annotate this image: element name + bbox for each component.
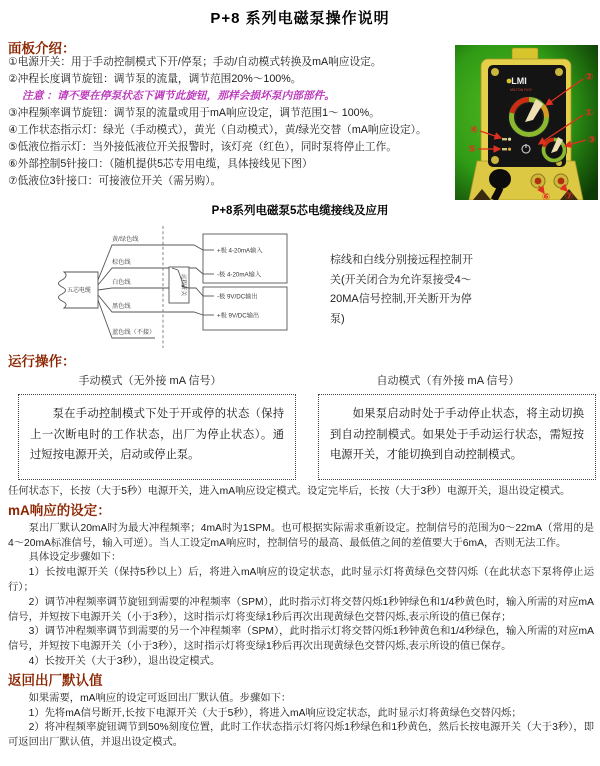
ma-setting-step-3: 3）调节冲程频率调节到需要的另一个冲程频率（SPM），此时指示灯将交替闪烁1秒钟黄色和1/4秒绿色，输入所需的对应mA信号，并短按下电源开关（小于3秒），这时指示灯将变绿1秒后再次出现黄绿色交替闪烁,表示所设的值已保存。 xyxy=(8,626,594,653)
callout-1: ① xyxy=(584,108,594,119)
auto-mode-description: 如果泵启动时处于手动停止状态，将主动切换到自动控制模式。如果处于手动运行状态，需短按电源开关，才能切换到自动控制模式。 xyxy=(318,394,596,480)
factory-reset-heading: 返回出厂默认值 xyxy=(8,672,103,688)
factory-reset-step-1: 1）先将mA信号断开,长按下电源开关（大于5秒），将进入mA响应设定状态，此时显示灯将黄绿色交替闪烁； xyxy=(28,707,522,719)
ma-setting-step-4: 4）长按开关（大于3秒），退出设定模式。 xyxy=(28,655,221,667)
wire-label-brown: 棕色线 xyxy=(112,259,131,266)
panel-item-2: ②冲程长度调节旋钮：调节泵的流量，调节范围20%～100%。 xyxy=(8,73,302,85)
panel-intro-heading: 面板介绍： xyxy=(8,41,76,56)
stroke-length-knob[interactable] xyxy=(508,96,550,138)
wiring-side-note: 棕线和白线分别接远程控制开关(开关闭合为允许泵接受4～20MA信号控制,开关断开为停泵) xyxy=(330,254,473,325)
operation-heading: 运行操作： xyxy=(8,354,76,369)
callout-2: ② xyxy=(584,72,594,83)
settings-section xyxy=(8,485,594,751)
ma-setting-heading: mA响应的设定： xyxy=(8,502,111,518)
ma-setting-steps-intro: 具体设定步骤如下： xyxy=(28,552,122,564)
manual-mode-description: 泵在手动控制模式下处于开或停的状态（保持上一次断电时的工作状态，出厂为停止状态）。通过短按电源开关，启动或停止泵。 xyxy=(18,394,296,480)
terminal-label-1: +极 4-20mA输入 xyxy=(217,247,263,255)
wiring-diagram xyxy=(22,220,320,352)
panel-item-3: ③冲程频率调节旋钮：调节泵的流量或用于mA响应设定，调节范围1～ 100%。 xyxy=(8,107,380,119)
wire-label-white: 白色线 xyxy=(112,279,131,286)
ma-setting-step-1: 1）长按电源开关（保持5秒以上）后，将进入mA响应的设定状态，此时显示灯将黄绿色交替闪烁（在此状态下泵将停止运行）； xyxy=(8,567,594,593)
panel-item-6: ⑥外部控制5针接口：（随机提供5芯专用电缆，具体接线见下图） xyxy=(8,158,313,170)
ma-setting-body: 泵出厂默认20mA时为最大冲程频率；4mA时为1SPM。也可根据实际需求重新设定。控制信号的范围为0～22mA（常用的是4～20mA标准信号，输入可逆）。当人工设定mA响应时，控制信号的最高、最低值之间的差值要大于6mA，否则无法工作。 xyxy=(8,522,594,549)
manual-mode-title: 手动模式（无外接 mA 信号） xyxy=(78,375,222,387)
brand-subtext: MILTON ROY xyxy=(509,88,533,92)
wiring-diagram-title: P+8系列电磁泵5芯电缆接线及应用 xyxy=(211,205,389,217)
wire-label-black: 黑色线 xyxy=(112,303,131,310)
page-title: P+8 系列电磁泵操作说明 xyxy=(210,10,390,27)
panel-item-7: ⑦低液位3针接口：可接液位开关（需另购）。 xyxy=(8,175,222,187)
terminal-label-3: -极 9V/DC输出 xyxy=(217,293,258,301)
stroke-frequency-knob[interactable] xyxy=(541,137,567,163)
brand-text: LMI xyxy=(511,76,527,86)
callout-7: ⑦ xyxy=(564,191,574,200)
callout-3: ③ xyxy=(587,135,597,146)
callout-6: ⑥ xyxy=(541,192,551,200)
wire-label-yellow-green: 黄/绿色线 xyxy=(112,236,139,243)
callout-4: ④ xyxy=(469,125,479,136)
panel-warning-note: 注意 ：请不要在停泵状态下调节此旋钮，那样会损坏泵内部部件。 xyxy=(22,90,335,102)
power-cable-connector xyxy=(489,169,511,189)
factory-reset-intro: 如果需要，mA响应的设定可返回出厂默认值。步骤如下： xyxy=(28,692,292,704)
panel-item-1: ①电源开关：用于手动控制模式下开/停泵；手动/自动模式转换及mA响应设定。 xyxy=(8,56,382,68)
panel-item-4: ④工作状态指示灯：绿光（手动模式），黄光（自动模式），黄/绿光交替（mA响应设定）。 xyxy=(8,124,427,136)
callout-5: ⑤ xyxy=(467,144,477,155)
ma-setting-step-2: 2）调节冲程频率调节旋钮到需要的冲程频率（SPM），此时指示灯将交替闪烁1秒钟绿色和1/4秒黄色时，输入所需的对应mA信号，并短按下电源开关（小于3秒），这时指示灯将变绿1秒后再次出现黄绿色交替闪烁,表示所设的值已保存； xyxy=(8,596,594,623)
panel-item-5: ⑤低液位指示灯：当外接低液位开关报警时，该灯亮（红色），同时泵将停止工作。 xyxy=(8,141,397,153)
auto-mode-title: 自动模式（有外接 mA 信号） xyxy=(376,375,520,387)
terminal-label-2: -极 4-20mA输入 xyxy=(217,271,262,279)
terminal-label-4: +极 9V/DC输出 xyxy=(217,312,260,320)
factory-reset-step-2: 2）将冲程频率旋钮调节到50%刻度位置，此时工作状态指示灯将闪烁1秒绿色和1秒黄色，然后长按电源开关（大于3秒），即可返回出厂默认值，并退出设定模式。 xyxy=(8,722,594,749)
pump-product-photo xyxy=(455,45,598,200)
cable-bundle-label: 五芯电缆 xyxy=(66,288,92,294)
ma-setting-intro: 任何状态下，长按（大于5秒）电源开关，进入mA响应设定模式。设定完毕后，长按（大于3秒）电源开关，退出设定模式。 xyxy=(8,486,571,497)
wire-label-blue: 蓝色线（不接） xyxy=(112,329,156,336)
remote-switch-label: 远程开关 xyxy=(180,273,186,297)
panel-intro-list xyxy=(8,54,460,190)
